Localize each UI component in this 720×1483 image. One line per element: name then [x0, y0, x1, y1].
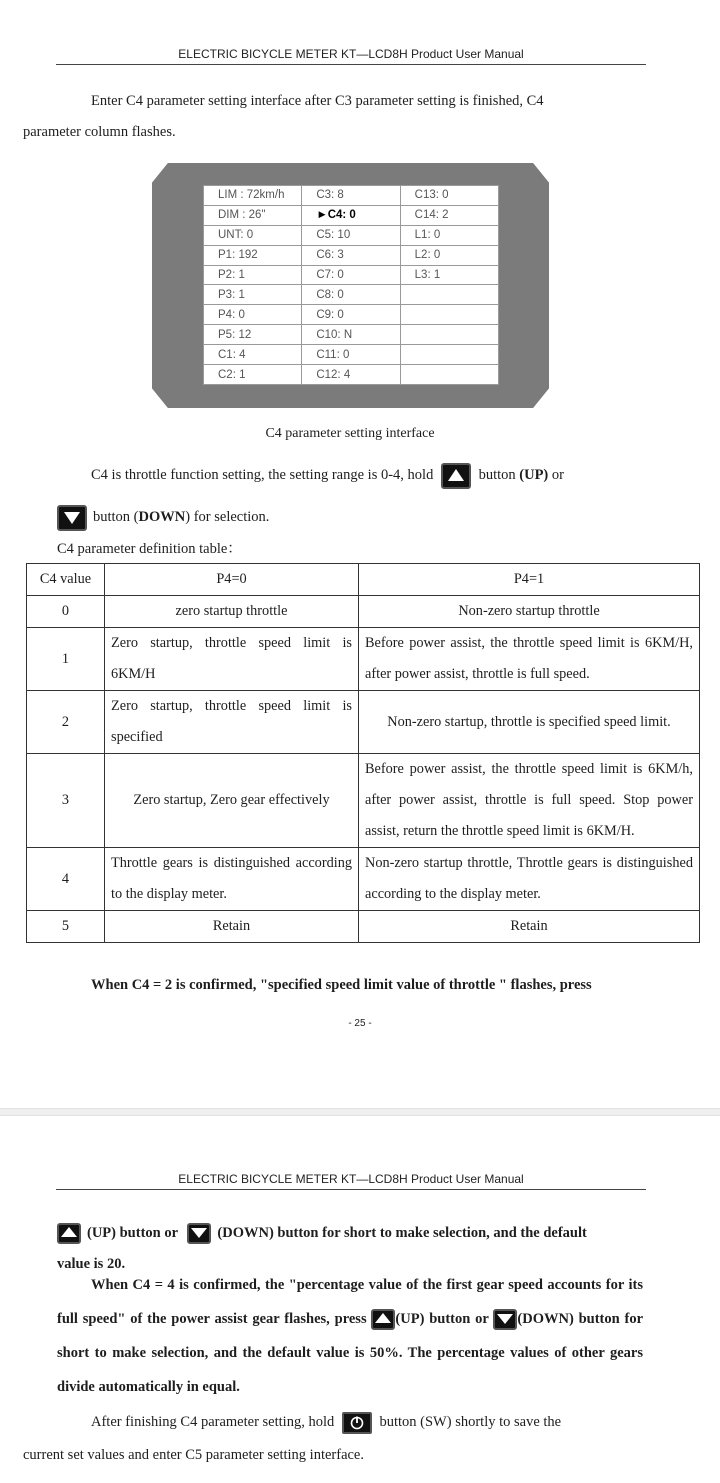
table-header-cell: P4=1: [359, 564, 700, 596]
table-cell: Non-zero startup, throttle is specified speed limit.: [359, 691, 700, 754]
table-cell: 5: [27, 911, 105, 943]
intro-line-2: parameter column flashes.: [23, 124, 176, 140]
lcd-cell: P1: 192: [204, 245, 302, 265]
table-row: [27, 754, 700, 848]
lcd-row: [204, 285, 499, 305]
table-row: [27, 691, 700, 754]
table-header-row: [27, 564, 700, 596]
lcd-cell: C14: 2: [400, 205, 498, 225]
lcd-cell: P5: 12: [204, 325, 302, 345]
lcd-cell: C11: 0: [302, 345, 400, 365]
table-label: C4 parameter definition table：: [57, 541, 242, 557]
down-arrow-button-icon: [187, 1223, 211, 1244]
lcd-cell: [400, 325, 498, 345]
description-paragraph: [57, 460, 677, 491]
lcd-row: [204, 345, 499, 365]
table-cell: Retain: [359, 911, 700, 943]
up-label: (UP): [519, 467, 549, 483]
table-header-cell: C4 value: [27, 564, 105, 596]
description-text-3: button (: [93, 509, 139, 525]
lcd-row: [204, 225, 499, 245]
lcd-row: [204, 186, 499, 206]
lcd-cell: C10: N: [302, 325, 400, 345]
lcd-row: [204, 305, 499, 325]
table-cell: Non-zero startup throttle: [359, 596, 700, 628]
down-label: DOWN: [138, 509, 186, 525]
lcd-row: [204, 245, 499, 265]
lcd-row: [204, 265, 499, 285]
lcd-cell: C12: 4: [302, 365, 400, 385]
description-text-2: button: [478, 467, 516, 483]
lcd-cell: L2: 0: [400, 245, 498, 265]
lcd-parameter-table: [203, 185, 499, 385]
selection-up-text: (UP) button or: [87, 1225, 178, 1241]
lcd-cell: [400, 285, 498, 305]
page-header-2: ELECTRIC BICYCLE METER KT—LCD8H Product User Manual: [56, 1172, 646, 1190]
lcd-cell: [400, 365, 498, 385]
lcd-cell: [400, 305, 498, 325]
table-cell: 2: [27, 691, 105, 754]
description-text-4: ) for selection.: [185, 509, 270, 525]
lcd-cell: P3: 1: [204, 285, 302, 305]
page-number: - 25 -: [348, 1018, 372, 1029]
description-text-1: C4 is throttle function setting, the setting range is 0-4, hold: [91, 467, 434, 483]
up-arrow-button-icon: [371, 1309, 395, 1330]
table-cell: Before power assist, the throttle speed limit is 6KM/H, after power assist, throttle is full speed.: [359, 628, 700, 691]
gear-text-2: (UP) button or: [395, 1311, 489, 1327]
table-cell: 0: [27, 596, 105, 628]
page-header: ELECTRIC BICYCLE METER KT—LCD8H Product User Manual: [56, 47, 646, 65]
up-arrow-button-icon: [441, 463, 471, 489]
down-arrow-button-icon: [57, 505, 87, 531]
lcd-cell: DIM : 26": [204, 205, 302, 225]
lcd-cell: C5: 10: [302, 225, 400, 245]
default-value-line: value is 20.: [57, 1256, 126, 1272]
table-cell: Non-zero startup throttle, Throttle gears is distinguished according to the display meter.: [359, 848, 700, 911]
figure-caption: C4 parameter setting interface: [265, 426, 435, 441]
lcd-cell: C9: 0: [302, 305, 400, 325]
lcd-cell: C6: 3: [302, 245, 400, 265]
lcd-row: [204, 325, 499, 345]
save-paragraph: [23, 1406, 657, 1472]
down-arrow-button-icon: [493, 1309, 517, 1330]
manual-page-26: [0, 1116, 720, 1483]
lcd-cell: C8: 0: [302, 285, 400, 305]
table-cell: 1: [27, 628, 105, 691]
table-cell: zero startup throttle: [105, 596, 359, 628]
description-or: or: [551, 467, 564, 483]
table-cell: 3: [27, 754, 105, 848]
lcd-cell: UNT: 0: [204, 225, 302, 245]
lcd-cell: C3: 8: [302, 186, 400, 206]
selection-down-text: (DOWN) button for short to make selection, and the default: [217, 1225, 587, 1241]
gear-text-1: When C4 = 4 is confirmed, the "percentage value of the first gear speed accounts for its full speed" of the power assist gear flashes, press: [57, 1277, 643, 1327]
table-cell: Zero startup, throttle speed limit is specified: [105, 691, 359, 754]
gear-text-3: (DOWN) button for short to make selection, and the default value is 50%. The percentage values of other gears divide automatically in equal.: [57, 1311, 644, 1395]
table-cell: Before power assist, the throttle speed limit is 6KM/h, after power assist, throttle is full speed. Stop power assist, return the throttle speed limit is 6KM/H.: [359, 754, 700, 848]
lcd-cell: C1: 4: [204, 345, 302, 365]
table-cell: Throttle gears is distinguished according to the display meter.: [105, 848, 359, 911]
lcd-cell: C2: 1: [204, 365, 302, 385]
lcd-parameter-grid: [203, 185, 499, 385]
lcd-cell: ►C4: 0: [302, 205, 400, 225]
lcd-cell: C7: 0: [302, 265, 400, 285]
save-text-1: After finishing C4 parameter setting, hold: [91, 1414, 335, 1430]
lcd-cell: [400, 345, 498, 365]
gear-percentage-paragraph: [57, 1268, 643, 1404]
up-arrow-button-icon: [57, 1223, 81, 1244]
lcd-cell: P2: 1: [204, 265, 302, 285]
table-header-cell: P4=0: [105, 564, 359, 596]
description-line-2: [57, 502, 677, 533]
save-text-2: button (SW) shortly to save the: [379, 1414, 562, 1430]
intro-paragraph: [23, 86, 657, 148]
intro-line-1: Enter C4 parameter setting interface after C3 parameter setting is finished, C4: [91, 93, 544, 109]
c4-definition-table: [26, 563, 700, 943]
table-row: [27, 848, 700, 911]
lcd-cell: L3: 1: [400, 265, 498, 285]
selection-line: [57, 1218, 647, 1249]
lcd-row: [204, 205, 499, 225]
save-text-3: current set values and enter C5 parameter setting interface.: [23, 1447, 364, 1463]
table-cell: 4: [27, 848, 105, 911]
lcd-cell: P4: 0: [204, 305, 302, 325]
lcd-cell: L1: 0: [400, 225, 498, 245]
lcd-row: [204, 365, 499, 385]
table-row: [27, 596, 700, 628]
speed-limit-note: When C4 = 2 is confirmed, "specified speed limit value of throttle " flashes, press: [91, 977, 592, 993]
table-cell: Retain: [105, 911, 359, 943]
table-cell: Zero startup, throttle speed limit is 6KM/H: [105, 628, 359, 691]
lcd-cell: LIM : 72km/h: [204, 186, 302, 206]
lcd-cell: C13: 0: [400, 186, 498, 206]
table-cell: Zero startup, Zero gear effectively: [105, 754, 359, 848]
table-row: [27, 628, 700, 691]
page-separator: [0, 1108, 720, 1116]
table-row: [27, 911, 700, 943]
power-button-icon: [342, 1412, 372, 1434]
